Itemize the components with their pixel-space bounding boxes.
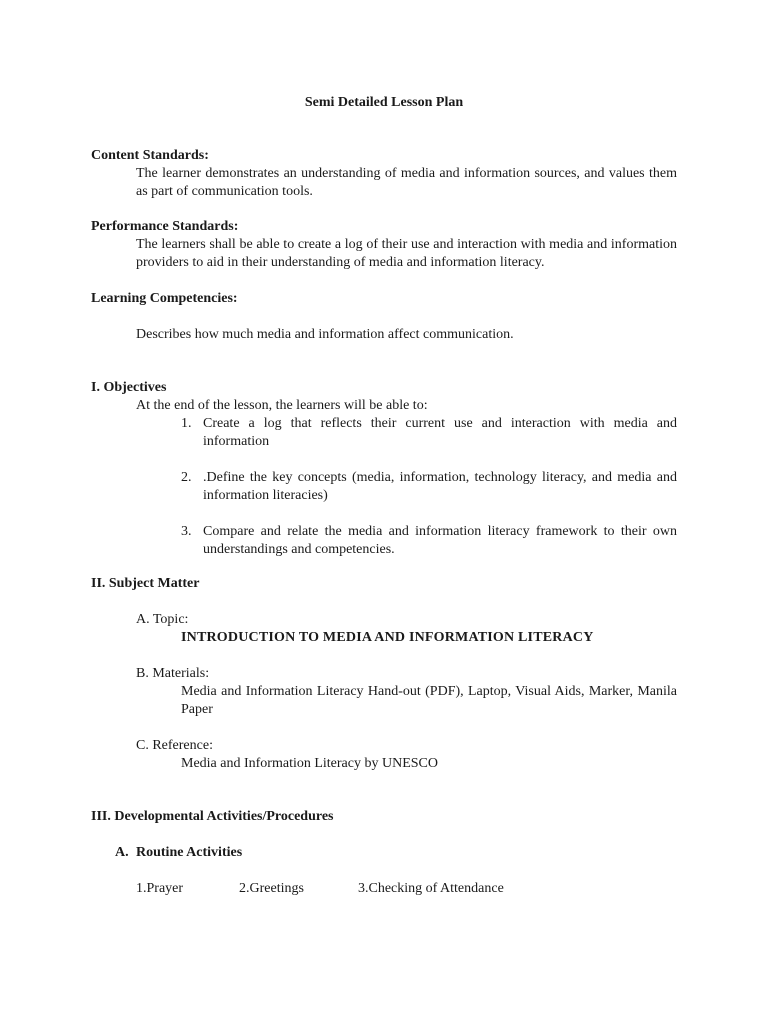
- content-standards-text: The learner demonstrates an understanding of media and information sources, and values them as part of communication tools.: [136, 166, 677, 199]
- routine-heading: Routine Activities: [136, 845, 243, 860]
- materials-text: Media and Information Literacy Hand-out (PDF), Laptop, Visual Aids, Marker, Manila Paper: [181, 684, 677, 717]
- subject-matter-heading: II. Subject Matter: [91, 576, 200, 591]
- routine-item: 1.Prayer: [136, 881, 184, 896]
- page-title: Semi Detailed Lesson Plan: [304, 95, 464, 110]
- objective-number: 3.: [181, 524, 192, 539]
- routine-number: A.: [115, 845, 129, 860]
- objective-text: .Define the key concepts (media, information, technology literacy, and media and information literacies): [203, 470, 677, 503]
- routine-item: 2.Greetings: [239, 881, 304, 896]
- reference-text: Media and Information Literacy by UNESCO: [181, 756, 438, 771]
- performance-standards-text: The learners shall be able to create a log of their use and interaction with media and information providers to aid in their understanding of media and information literacy.: [136, 237, 677, 270]
- performance-standards-heading: Performance Standards:: [91, 219, 239, 234]
- learning-competencies-text: Describes how much media and information affect communication.: [136, 327, 514, 342]
- objectives-intro: At the end of the lesson, the learners will be able to:: [136, 398, 428, 413]
- objectives-heading: I. Objectives: [91, 380, 167, 395]
- reference-label: C. Reference:: [136, 738, 213, 753]
- learning-competencies-heading: Learning Competencies:: [91, 291, 238, 306]
- objective-text: Compare and relate the media and information literacy framework to their own understandings and competencies.: [203, 524, 677, 557]
- routine-item: 3.Checking of Attendance: [358, 881, 504, 896]
- objective-number: 1.: [181, 416, 192, 431]
- content-standards-heading: Content Standards:: [91, 148, 209, 163]
- topic-label: A. Topic:: [136, 612, 189, 627]
- materials-label: B. Materials:: [136, 666, 210, 681]
- topic-title: INTRODUCTION TO MEDIA AND INFORMATION LITERACY: [181, 630, 594, 645]
- objective-number: 2.: [181, 470, 192, 485]
- objective-text: Create a log that reflects their current use and interaction with media and information: [203, 416, 677, 449]
- developmental-heading: III. Developmental Activities/Procedures: [91, 809, 334, 824]
